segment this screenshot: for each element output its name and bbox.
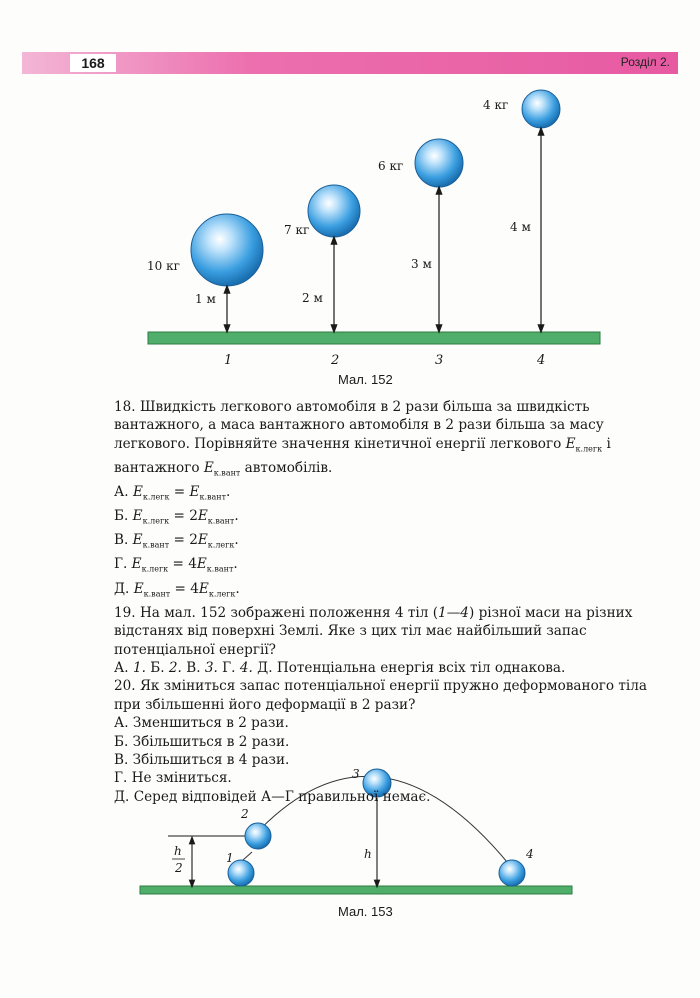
q18-option-letter: Б. <box>114 508 129 525</box>
ball-1 <box>191 214 263 286</box>
q18-end: автомобілів. <box>244 459 333 476</box>
q18-opt-e2: E <box>198 580 209 597</box>
q20-option: Г. Не зміниться. <box>114 770 232 787</box>
ground-153 <box>140 886 572 894</box>
q18-opt-e: E <box>133 580 144 597</box>
q18-option: Г. $E_{к.легк} = 4E_{к.вант}$. <box>114 556 238 575</box>
q18-opt-lhs: к.вант <box>143 589 171 599</box>
height-label-4: 4 м <box>510 220 531 234</box>
q18-opt-lhs: к.легк <box>141 565 169 575</box>
q18-option-letter: В. <box>114 532 129 549</box>
q18-opt-coef: 2 <box>189 508 198 525</box>
fig153-half-den: 2 <box>175 861 183 875</box>
height-label-2: 2 м <box>302 291 323 305</box>
q18-opt-e2: E <box>196 556 207 573</box>
height-label-1: 1 м <box>195 292 216 306</box>
q18-option: Б. $E_{к.легк} = 2E_{к.вант}$. <box>114 508 239 526</box>
q18-sym-legk: E <box>565 435 576 452</box>
q19-value: 2. <box>168 659 182 676</box>
q18-option-letter: Г. <box>114 556 128 573</box>
q19-letter: Г. <box>222 659 236 676</box>
q18-opt-rhs: к.вант <box>207 516 235 526</box>
fig153-height-label: h <box>364 847 372 861</box>
q18-opt-rhs: к.вант <box>199 492 227 502</box>
mass-label-3: 6 кг <box>378 159 404 173</box>
caption-152: Мал. 152 <box>338 372 393 387</box>
q20-text: 20. Як зміниться запас потенціальної енергії пружно деформованого тіла при збільшенні його деформації в 2 рази? <box>114 678 648 713</box>
q18-opt-lhs: к.легк <box>142 516 170 526</box>
q18-option: В. $E_{к.вант} = 2E_{к.легк}$. <box>114 532 239 551</box>
q18-main: 18. Швидкість легкового автомобіля в 2 рази більша за швидкість вантажного, а маса вантажного автомобіля в 2 рази більша за масу легкового. Порівняйте значення кінетичної енергії легкового <box>114 399 604 452</box>
q18-opt-coef: 4 <box>190 580 199 597</box>
q19-value: 1. <box>132 659 146 676</box>
q18-sub-vant: к.вант <box>213 468 241 478</box>
mass-label-2: 7 кг <box>284 223 310 237</box>
q18-option-letter: А. <box>114 484 129 501</box>
q18-option-letter: Д. <box>114 580 130 597</box>
q18-opt-e2: E <box>197 532 208 549</box>
q18-opt-e: E <box>132 532 143 549</box>
q18-opt-e2: E <box>197 508 208 525</box>
q20-option: В. Збільшиться в 4 рази. <box>114 751 290 768</box>
q19-letter: А. <box>114 659 129 676</box>
q18-opt-coef: 2 <box>189 532 198 549</box>
fig153-label-2: 2 <box>241 807 249 821</box>
q18-sub-legk: к.легк <box>575 444 603 454</box>
index-label-4: 4 <box>537 353 546 368</box>
q18-opt-e: E <box>132 508 143 525</box>
caption-153: Мал. 153 <box>338 904 393 919</box>
text-body <box>114 398 648 806</box>
q18-opt-e: E <box>132 484 143 501</box>
page-number: 168 <box>70 54 116 72</box>
q19-answers <box>114 659 648 677</box>
q18-opt-coef: 4 <box>188 556 197 573</box>
q19-value: 4. <box>239 659 253 676</box>
mass-label-4: 4 кг <box>483 98 509 112</box>
q20-option: Д. Серед відповідей А—Г правильної немає. <box>114 788 431 805</box>
index-label-3: 3 <box>435 353 444 368</box>
q18-option: Д. $E_{к.вант} = 4E_{к.легк}$. <box>114 580 240 599</box>
ground-152 <box>148 332 600 344</box>
ball-4 <box>522 90 560 128</box>
height-label-3: 3 м <box>411 257 432 271</box>
q19-range: 1—4 <box>438 604 469 621</box>
fig153-label-3: 3 <box>352 767 360 781</box>
q19-value: 3. <box>204 659 218 676</box>
fig153-half-num: h <box>174 844 182 858</box>
q18-option: А. $E_{к.легк} = E_{к.вант}$. <box>114 484 231 502</box>
q19-text <box>114 604 648 659</box>
fig153-label-4: 4 <box>526 847 534 861</box>
q18-opt-e: E <box>131 556 142 573</box>
q18-options <box>114 483 648 604</box>
section-title: Розділ 2. <box>620 55 670 69</box>
q18-opt-e2: E <box>189 484 200 501</box>
ball-2 <box>308 185 360 237</box>
q20-option: А. Зменшиться в 2 рази. <box>114 715 289 732</box>
ball-153-4 <box>499 860 525 886</box>
q18-opt-rhs: к.легк <box>208 589 236 599</box>
ball-153-2 <box>245 823 271 849</box>
fig153-label-1: 1 <box>226 851 234 865</box>
trajectory-start <box>243 852 252 860</box>
q19-letter: Б. <box>150 659 165 676</box>
q18-opt-lhs: к.вант <box>142 541 170 551</box>
ball-3 <box>415 139 463 187</box>
mass-label-1: 10 кг <box>147 259 180 273</box>
index-label-2: 2 <box>331 353 340 368</box>
q20-option: Б. Збільшиться в 2 рази. <box>114 733 290 750</box>
q18-opt-rhs: к.легк <box>207 541 235 551</box>
q18-opt-lhs: к.легк <box>142 492 170 502</box>
q18-sym-vant: E <box>203 459 214 476</box>
q19-part-a: 19. На мал. 152 зображені положення 4 тіл ( <box>114 604 439 621</box>
q19-part-b: ) різної маси на різних відстанях від поверхні Землі. Яке з цих тіл має найбільший запас потенціальної енергії? <box>114 604 633 658</box>
q18-mid: і вантажного <box>114 435 611 476</box>
index-label-1: 1 <box>224 353 233 368</box>
q19-last: Д. Потенціальна енергія всіх тіл однакова. <box>257 659 566 676</box>
q18-text <box>114 398 648 483</box>
q19-letter: В. <box>186 659 201 676</box>
q18-opt-rhs: к.вант <box>206 565 234 575</box>
